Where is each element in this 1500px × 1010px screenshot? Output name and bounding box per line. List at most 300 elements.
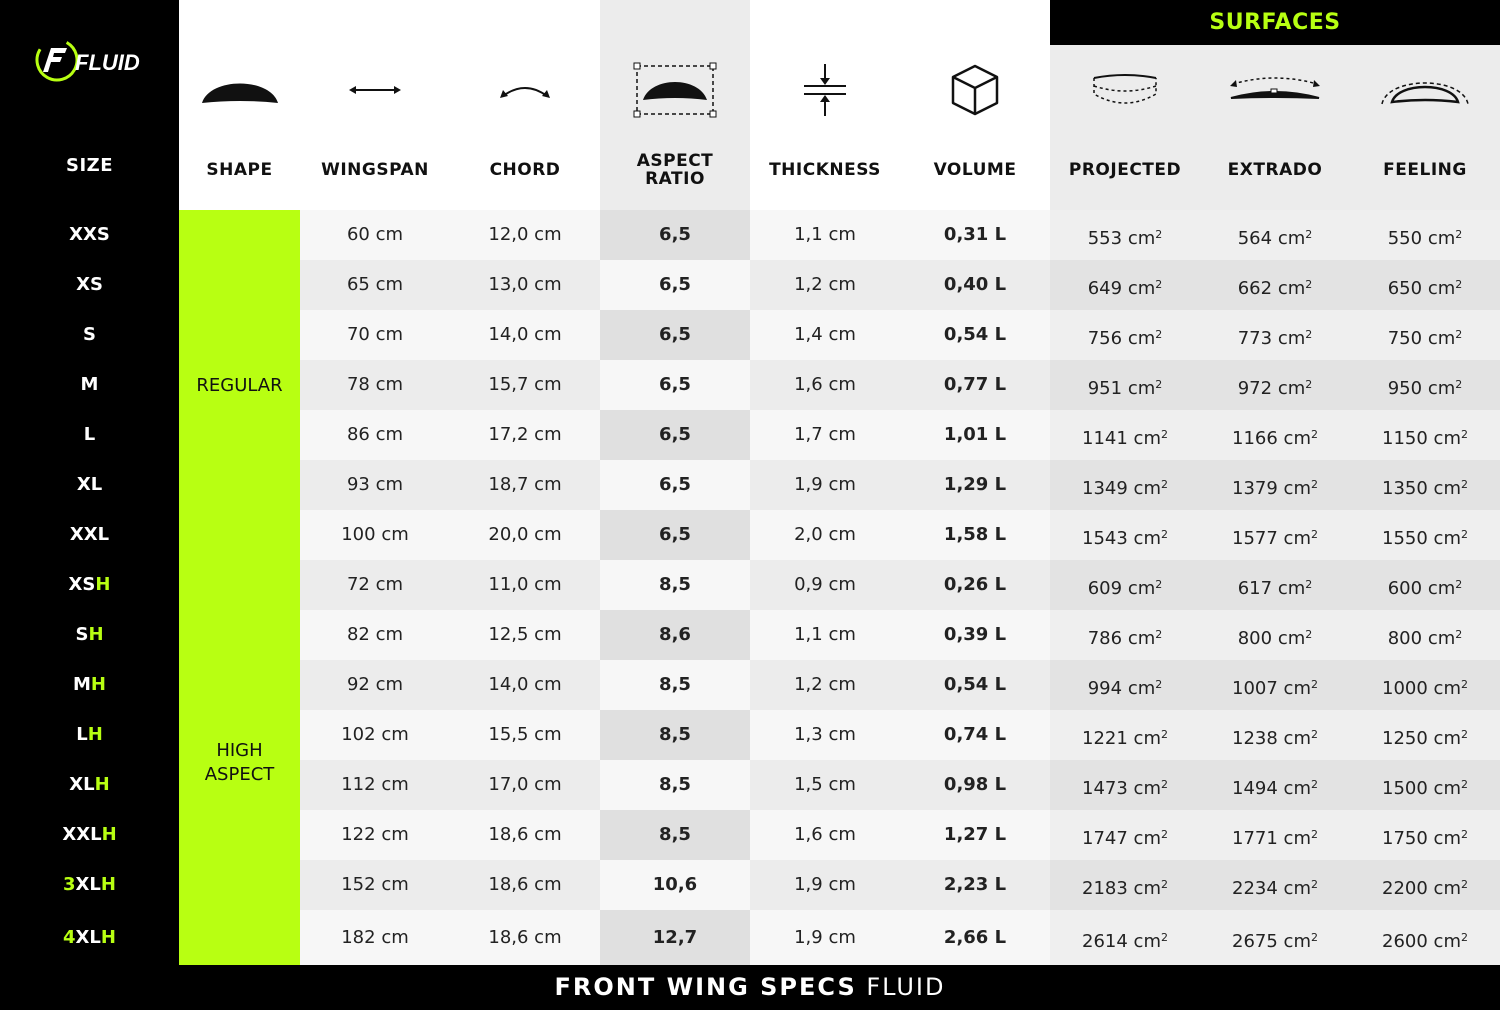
volume-cell <box>900 360 1050 410</box>
table-row <box>300 760 1500 810</box>
chord-cell <box>450 360 600 410</box>
size-cell <box>0 810 179 860</box>
unit-superscript: 2 <box>1160 428 1168 441</box>
thickness-cell <box>750 760 900 810</box>
wing-shape-icon <box>179 58 300 122</box>
projected-cell-value: 786 cm <box>1087 628 1156 649</box>
extrado-cell <box>1200 610 1350 660</box>
unit-superscript: 2 <box>1460 428 1468 441</box>
feeling-cell <box>1350 310 1500 360</box>
size-prefix-accent: 3 <box>63 874 76 895</box>
size-cell <box>0 260 179 310</box>
thickness-cell-value: 2,0 cm <box>794 524 856 545</box>
aspect-ratio-cell-value: 6,5 <box>659 424 691 445</box>
wingspan-cell <box>300 460 450 510</box>
volume-cube-icon <box>900 58 1050 122</box>
wingspan-cell-value: 102 cm <box>341 724 409 745</box>
shape-group-regular-label: REGULAR <box>196 374 283 396</box>
volume-cell-value: 1,29 L <box>943 474 1007 495</box>
aspect-ratio-cell <box>600 860 750 910</box>
wingspan-cell-value: 93 cm <box>346 474 404 495</box>
thickness-cell-value: 1,4 cm <box>794 324 856 345</box>
aspect-ratio-cell <box>600 310 750 360</box>
shape-group-high-label <box>205 739 275 787</box>
wingspan-cell <box>300 560 450 610</box>
volume-cell <box>900 910 1050 965</box>
volume-cell <box>900 310 1050 360</box>
extrado-cell-value: 2675 cm <box>1232 931 1311 952</box>
size-label: XXL <box>69 524 110 545</box>
extrado-cell <box>1200 310 1350 360</box>
thickness-cell <box>750 710 900 760</box>
volume-cell <box>900 510 1050 560</box>
wingspan-arrow-icon <box>300 58 450 122</box>
wingspan-cell-value: 60 cm <box>346 224 404 245</box>
aspect-ratio-cell-value: 6,5 <box>659 374 691 395</box>
unit-superscript: 2 <box>1460 878 1468 891</box>
wingspan-cell-value: 122 cm <box>341 824 409 845</box>
size-suffix-h: H <box>101 824 117 845</box>
aspect-ratio-cell-value: 12,7 <box>652 927 698 948</box>
chord-cell-value: 12,0 cm <box>488 224 562 245</box>
thickness-cell-value: 1,6 cm <box>794 374 856 395</box>
unit-superscript: 2 <box>1155 278 1163 291</box>
volume-cell-value: 0,98 L <box>943 774 1007 795</box>
wingspan-cell <box>300 410 450 460</box>
extrado-cell <box>1200 560 1350 610</box>
unit-superscript: 2 <box>1455 278 1463 291</box>
feeling-cell-value: 2600 cm <box>1382 931 1461 952</box>
thickness-cell <box>750 860 900 910</box>
chord-cell-value: 15,5 cm <box>488 724 562 745</box>
chord-cell-value: 14,0 cm <box>488 324 562 345</box>
unit-superscript: 2 <box>1155 678 1163 691</box>
thickness-cell <box>750 260 900 310</box>
chord-header: CHORD <box>489 160 561 180</box>
chord-cell-value: 18,6 cm <box>488 927 562 948</box>
thickness-cell <box>750 510 900 560</box>
thickness-cell-value: 1,9 cm <box>794 874 856 895</box>
size-cell <box>0 560 179 610</box>
wingspan-cell <box>300 660 450 710</box>
extrado-cell-value: 564 cm <box>1237 228 1306 249</box>
volume-cell-value: 0,54 L <box>943 324 1007 345</box>
wingspan-cell <box>300 910 450 965</box>
feeling-cell <box>1350 260 1500 310</box>
aspect-ratio-cell <box>600 410 750 460</box>
extrado-cell <box>1200 210 1350 260</box>
table-row <box>300 910 1500 965</box>
thickness-cell <box>750 560 900 610</box>
size-suffix-h: H <box>100 927 116 948</box>
projected-cell-value: 1141 cm <box>1082 428 1161 449</box>
table-row <box>300 460 1500 510</box>
unit-superscript: 2 <box>1310 828 1318 841</box>
extrado-cell-value: 800 cm <box>1237 628 1306 649</box>
projected-cell-value: 553 cm <box>1087 228 1156 249</box>
footer-title-bold: FRONT WING SPECS <box>554 973 857 1001</box>
feeling-cell <box>1350 660 1500 710</box>
projected-cell <box>1050 260 1200 310</box>
volume-cell <box>900 760 1050 810</box>
thickness-cell-value: 1,9 cm <box>794 927 856 948</box>
wingspan-cell <box>300 710 450 760</box>
unit-superscript: 2 <box>1455 328 1463 341</box>
chord-cell-value: 17,0 cm <box>488 774 562 795</box>
aspect-ratio-cell-value: 6,5 <box>659 274 691 295</box>
feeling-cell-value: 1550 cm <box>1382 528 1461 549</box>
size-label: XL <box>76 474 103 495</box>
volume-cell-value: 0,74 L <box>943 724 1007 745</box>
unit-superscript: 2 <box>1310 428 1318 441</box>
projected-cell-value: 1473 cm <box>1082 778 1161 799</box>
feeling-cell <box>1350 860 1500 910</box>
feeling-cell-value: 2200 cm <box>1382 878 1461 899</box>
size-label: XL <box>75 874 101 895</box>
projected-cell <box>1050 860 1200 910</box>
size-label: M <box>80 374 99 395</box>
projected-cell-value: 756 cm <box>1087 328 1156 349</box>
chord-cell <box>450 460 600 510</box>
projected-cell-value: 1349 cm <box>1082 478 1161 499</box>
unit-superscript: 2 <box>1310 878 1318 891</box>
unit-superscript: 2 <box>1160 878 1168 891</box>
wingspan-cell-value: 86 cm <box>346 424 404 445</box>
size-header: SIZE <box>65 155 113 176</box>
extrado-cell-value: 2234 cm <box>1232 878 1311 899</box>
aspect-ratio-cell <box>600 610 750 660</box>
volume-cell-value: 1,58 L <box>943 524 1007 545</box>
size-cell <box>0 760 179 810</box>
shape-group-regular <box>179 210 300 560</box>
footer-title <box>0 965 1500 1010</box>
table-row <box>300 260 1500 310</box>
size-cell <box>0 860 179 910</box>
aspect-ratio-cell-value: 8,6 <box>659 624 691 645</box>
size-suffix-h: H <box>100 874 116 895</box>
thickness-icon <box>750 58 900 122</box>
feeling-cell-value: 1750 cm <box>1382 828 1461 849</box>
chord-cell-value: 17,2 cm <box>488 424 562 445</box>
projected-cell <box>1050 310 1200 360</box>
thickness-cell <box>750 460 900 510</box>
size-cell <box>0 310 179 360</box>
chord-cell-value: 18,7 cm <box>488 474 562 495</box>
volume-header: VOLUME <box>933 160 1017 180</box>
chord-cell-value: 18,6 cm <box>488 824 562 845</box>
volume-cell-value: 1,27 L <box>943 824 1007 845</box>
feeling-cell <box>1350 210 1500 260</box>
unit-superscript: 2 <box>1310 931 1318 944</box>
chord-cell <box>450 510 600 560</box>
size-cell <box>0 460 179 510</box>
thickness-cell <box>750 410 900 460</box>
feeling-cell-value: 750 cm <box>1387 328 1456 349</box>
unit-superscript: 2 <box>1310 778 1318 791</box>
unit-superscript: 2 <box>1460 931 1468 944</box>
table-row <box>300 560 1500 610</box>
shape-group-high-line1: HIGH <box>216 739 263 761</box>
size-suffix-h: H <box>94 774 110 795</box>
projected-cell-value: 994 cm <box>1087 678 1156 699</box>
chord-cell <box>450 610 600 660</box>
aspect-ratio-cell <box>600 360 750 410</box>
chord-cell <box>450 660 600 710</box>
size-cell <box>0 710 179 760</box>
aspect-ratio-cell-value: 10,6 <box>652 874 698 895</box>
volume-cell-value: 0,54 L <box>943 674 1007 695</box>
thickness-cell-value: 1,3 cm <box>794 724 856 745</box>
size-label: S <box>83 324 96 345</box>
extrado-cell <box>1200 660 1350 710</box>
projected-cell <box>1050 560 1200 610</box>
size-label: S <box>75 624 89 645</box>
projected-cell <box>1050 810 1200 860</box>
wingspan-cell <box>300 310 450 360</box>
thickness-cell <box>750 360 900 410</box>
feeling-cell-value: 950 cm <box>1387 378 1456 399</box>
thickness-cell-value: 1,2 cm <box>794 674 856 695</box>
projected-cell <box>1050 410 1200 460</box>
wingspan-cell <box>300 860 450 910</box>
size-cell <box>0 410 179 460</box>
volume-cell-value: 0,77 L <box>943 374 1007 395</box>
footer-title-light: FLUID <box>856 973 946 1001</box>
chord-cell-value: 13,0 cm <box>488 274 562 295</box>
wingspan-cell-value: 82 cm <box>346 624 404 645</box>
extrado-cell <box>1200 510 1350 560</box>
size-cell <box>0 660 179 710</box>
thickness-cell-value: 1,1 cm <box>794 224 856 245</box>
extrado-cell <box>1200 410 1350 460</box>
thickness-cell <box>750 910 900 965</box>
table-row <box>300 310 1500 360</box>
feeling-cell <box>1350 510 1500 560</box>
size-cell <box>0 610 179 660</box>
size-label: L <box>83 424 96 445</box>
thickness-cell <box>750 610 900 660</box>
chord-cell <box>450 310 600 360</box>
projected-cell <box>1050 760 1200 810</box>
extrado-cell-value: 662 cm <box>1237 278 1306 299</box>
thickness-cell-value: 1,1 cm <box>794 624 856 645</box>
chord-cell <box>450 810 600 860</box>
aspect-ratio-cell-value: 6,5 <box>659 324 691 345</box>
aspect-ratio-cell-value: 8,5 <box>659 724 691 745</box>
feeling-cell-value: 1000 cm <box>1382 678 1461 699</box>
thickness-cell <box>750 310 900 360</box>
unit-superscript: 2 <box>1160 828 1168 841</box>
thickness-cell-value: 1,2 cm <box>794 274 856 295</box>
volume-cell-value: 0,26 L <box>943 574 1007 595</box>
volume-cell <box>900 410 1050 460</box>
unit-superscript: 2 <box>1460 478 1468 491</box>
size-cell <box>0 510 179 560</box>
unit-superscript: 2 <box>1160 778 1168 791</box>
wingspan-cell-value: 65 cm <box>346 274 404 295</box>
extrado-cell-value: 773 cm <box>1237 328 1306 349</box>
volume-cell <box>900 260 1050 310</box>
chord-cell <box>450 860 600 910</box>
volume-cell <box>900 560 1050 610</box>
chord-cell-value: 14,0 cm <box>488 674 562 695</box>
volume-cell <box>900 710 1050 760</box>
projected-cell-value: 951 cm <box>1087 378 1156 399</box>
aspect-ratio-cell-value: 6,5 <box>659 474 691 495</box>
chord-cell-value: 18,6 cm <box>488 874 562 895</box>
feeling-cell-value: 650 cm <box>1387 278 1456 299</box>
thickness-cell-value: 0,9 cm <box>794 574 856 595</box>
aspect-ratio-cell-value: 8,5 <box>659 674 691 695</box>
thickness-cell-value: 1,6 cm <box>794 824 856 845</box>
wingspan-cell <box>300 810 450 860</box>
unit-superscript: 2 <box>1155 228 1163 241</box>
wingspan-cell-value: 92 cm <box>346 674 404 695</box>
feeling-cell-value: 600 cm <box>1387 578 1456 599</box>
projected-cell-value: 1543 cm <box>1082 528 1161 549</box>
chord-cell-value: 20,0 cm <box>488 524 562 545</box>
table-row <box>300 510 1500 560</box>
extrado-cell-value: 972 cm <box>1237 378 1306 399</box>
chord-cell <box>450 410 600 460</box>
chord-arc-icon <box>450 58 600 122</box>
feeling-cell-value: 1150 cm <box>1382 428 1461 449</box>
size-cell <box>0 910 179 965</box>
wingspan-cell-value: 78 cm <box>346 374 404 395</box>
extrado-cell-value: 1007 cm <box>1232 678 1311 699</box>
unit-superscript: 2 <box>1455 628 1463 641</box>
unit-superscript: 2 <box>1155 378 1163 391</box>
size-label: M <box>73 674 91 695</box>
shape-group-high-line2: ASPECT <box>204 763 275 785</box>
aspect-ratio-cell <box>600 210 750 260</box>
extrado-cell-value: 1577 cm <box>1232 528 1311 549</box>
unit-superscript: 2 <box>1305 228 1313 241</box>
aspect-ratio-cell <box>600 560 750 610</box>
extrado-cell-value: 1238 cm <box>1232 728 1311 749</box>
volume-cell-value: 0,31 L <box>943 224 1007 245</box>
extrado-cell <box>1200 760 1350 810</box>
projected-cell <box>1050 610 1200 660</box>
size-suffix-h: H <box>87 724 103 745</box>
thickness-cell-value: 1,7 cm <box>794 424 856 445</box>
size-label: XL <box>75 927 101 948</box>
size-suffix-h: H <box>95 574 111 595</box>
shape-group-high-aspect <box>179 560 300 965</box>
aspect-ratio-cell <box>600 460 750 510</box>
extrado-cell-value: 1494 cm <box>1232 778 1311 799</box>
feeling-cell-value: 1350 cm <box>1382 478 1461 499</box>
projected-cell-value: 2183 cm <box>1082 878 1161 899</box>
thickness-cell <box>750 810 900 860</box>
wingspan-cell-value: 100 cm <box>341 524 409 545</box>
thickness-cell <box>750 210 900 260</box>
unit-superscript: 2 <box>1310 478 1318 491</box>
shape-header: SHAPE <box>206 160 273 180</box>
volume-cell-value: 0,39 L <box>943 624 1007 645</box>
feeling-cell <box>1350 560 1500 610</box>
chord-cell <box>450 210 600 260</box>
volume-cell <box>900 810 1050 860</box>
aspect-ratio-icon <box>600 58 750 122</box>
wingspan-header: WINGSPAN <box>321 160 429 180</box>
volume-cell <box>900 460 1050 510</box>
unit-superscript: 2 <box>1460 728 1468 741</box>
table-row <box>300 410 1500 460</box>
chord-cell <box>450 760 600 810</box>
feeling-cell <box>1350 610 1500 660</box>
aspect-ratio-header <box>600 150 750 190</box>
unit-superscript: 2 <box>1305 328 1313 341</box>
aspect-ratio-cell-value: 8,5 <box>659 774 691 795</box>
surfaces-title: SURFACES <box>1050 0 1500 45</box>
unit-superscript: 2 <box>1310 528 1318 541</box>
table-row <box>300 610 1500 660</box>
aspect-ratio-cell <box>600 710 750 760</box>
volume-cell-value: 2,66 L <box>943 927 1007 948</box>
volume-cell-value: 2,23 L <box>943 874 1007 895</box>
size-label: XXS <box>69 224 110 245</box>
table-row <box>300 210 1500 260</box>
feeling-cell-value: 550 cm <box>1387 228 1456 249</box>
extrado-cell-value: 617 cm <box>1237 578 1306 599</box>
projected-cell <box>1050 210 1200 260</box>
chord-cell <box>450 910 600 965</box>
thickness-cell-value: 1,9 cm <box>794 474 856 495</box>
table-row <box>300 660 1500 710</box>
unit-superscript: 2 <box>1160 528 1168 541</box>
aspect-ratio-cell <box>600 510 750 560</box>
size-suffix-h: H <box>88 624 104 645</box>
projected-surface-icon <box>1050 58 1200 122</box>
unit-superscript: 2 <box>1305 378 1313 391</box>
feeling-cell-value: 1500 cm <box>1382 778 1461 799</box>
unit-superscript: 2 <box>1305 578 1313 591</box>
aspect-ratio-cell-value: 8,5 <box>659 824 691 845</box>
extrado-cell <box>1200 460 1350 510</box>
size-label: XS <box>76 274 103 295</box>
table-row <box>300 810 1500 860</box>
unit-superscript: 2 <box>1160 931 1168 944</box>
size-label: L <box>76 724 88 745</box>
extrado-cell-value: 1771 cm <box>1232 828 1311 849</box>
table-row <box>300 360 1500 410</box>
aspect-ratio-cell <box>600 910 750 965</box>
feeling-cell <box>1350 910 1500 965</box>
size-prefix-accent: 4 <box>63 927 76 948</box>
projected-cell <box>1050 660 1200 710</box>
wingspan-cell-value: 182 cm <box>341 927 409 948</box>
unit-superscript: 2 <box>1305 628 1313 641</box>
wingspan-cell <box>300 360 450 410</box>
wingspan-cell-value: 72 cm <box>346 574 404 595</box>
wingspan-cell <box>300 260 450 310</box>
volume-cell-value: 0,40 L <box>943 274 1007 295</box>
chord-cell-value: 12,5 cm <box>488 624 562 645</box>
aspect-ratio-cell-value: 6,5 <box>659 224 691 245</box>
aspect-ratio-header-line1: ASPECT <box>636 151 714 171</box>
unit-superscript: 2 <box>1155 328 1163 341</box>
unit-superscript: 2 <box>1160 478 1168 491</box>
chord-cell <box>450 560 600 610</box>
extrado-cell <box>1200 710 1350 760</box>
thickness-cell-value: 1,5 cm <box>794 774 856 795</box>
table-row <box>300 710 1500 760</box>
unit-superscript: 2 <box>1455 578 1463 591</box>
projected-cell-value: 609 cm <box>1087 578 1156 599</box>
volume-cell <box>900 660 1050 710</box>
projected-cell <box>1050 710 1200 760</box>
